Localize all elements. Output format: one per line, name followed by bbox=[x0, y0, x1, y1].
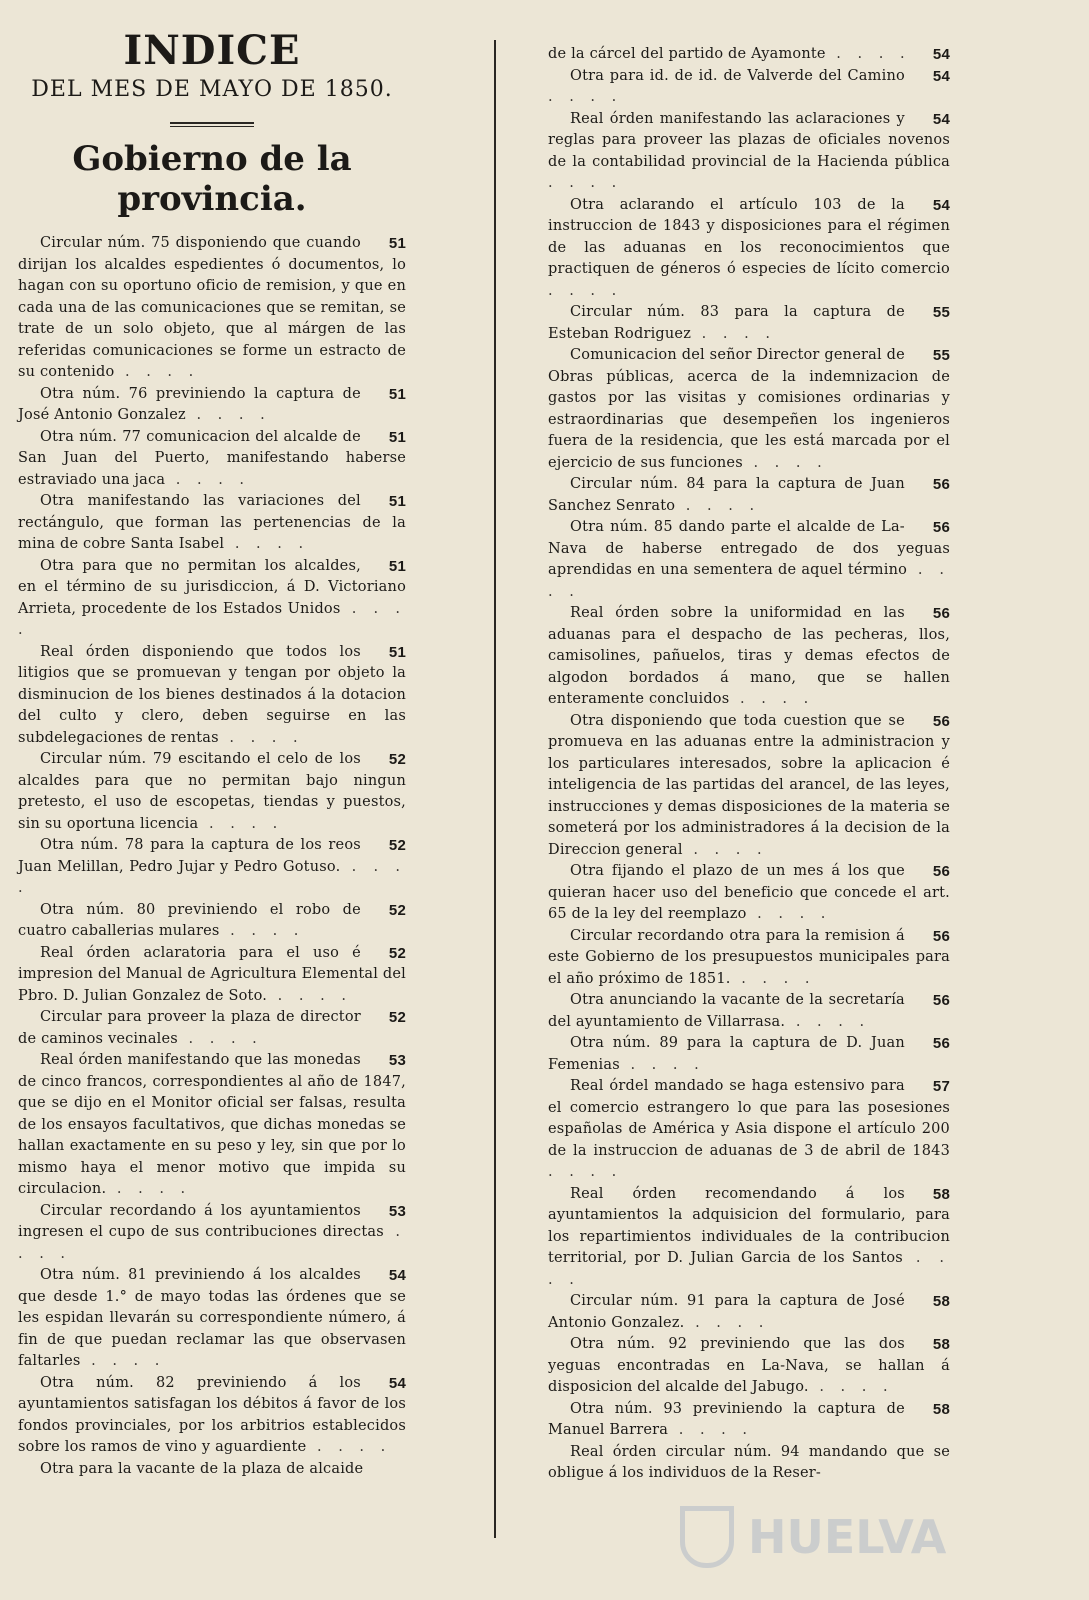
entry-text: Circular núm. 83 para la captura de Esteban Rodriguez bbox=[548, 304, 905, 342]
entry-text: Otra núm. 85 dando parte el alcalde de La-Nava de haberse entregado de dos yeguas aprendidas en una sementera de aquel término bbox=[548, 519, 950, 578]
leader-dots: . . . . bbox=[177, 1030, 263, 1047]
entry-page-number: 52 bbox=[388, 944, 406, 962]
index-entry bbox=[18, 233, 406, 384]
index-entry bbox=[18, 556, 406, 642]
entry-page-number: 55 bbox=[932, 304, 950, 321]
entry-text: Real órden aclaratoria para el uso é impresion del Manual de Agricultura Elemental del Pbro. D. Julian Gonzalez de Soto. bbox=[18, 944, 406, 1004]
entry-text: Otra aclarando el artículo 103 de la instruccion de 1843 y disposiciones para el régimen de las aduanas en los reconocimientos que practiquen de géneros ó especies de lícito comercio bbox=[548, 196, 950, 277]
leader-dots: . . . . bbox=[729, 691, 815, 707]
leader-dots: . . . . bbox=[548, 282, 623, 299]
entry-text: Circular núm. 79 escitando el celo de los alcaldes para que no permitan bajo ningun pretesto, el uso de escopetas, tiendas y puestos, sin su oportuna licencia bbox=[18, 751, 406, 832]
index-entry bbox=[548, 1442, 950, 1485]
index-entry bbox=[548, 711, 950, 862]
entry-page-number: 58 bbox=[932, 1400, 950, 1418]
index-entry bbox=[18, 384, 406, 427]
column-divider bbox=[494, 40, 496, 1538]
entry-page-number: 52 bbox=[388, 1009, 406, 1026]
leader-dots: . . . . bbox=[691, 325, 776, 342]
entry-page-number: 51 bbox=[388, 235, 406, 252]
entry-text: Otra para la vacante de la plaza de alcaide bbox=[40, 1460, 364, 1477]
entry-page-number: 51 bbox=[388, 557, 406, 575]
index-entry bbox=[18, 1007, 406, 1050]
index-entry bbox=[548, 66, 950, 109]
leader-dots: . . . . bbox=[218, 729, 304, 746]
leader-dots: . . . . bbox=[198, 815, 284, 832]
leader-dots: . . . . bbox=[219, 923, 305, 939]
entry-page-number: 51 bbox=[388, 643, 406, 661]
entry-page-number: 53 bbox=[388, 1052, 406, 1069]
entry-page-number: 51 bbox=[388, 493, 406, 510]
entry-text: Otra para id. de id. de Valverde del Camino bbox=[570, 67, 905, 84]
entry-text: Otra núm. 77 comunicacion del alcalde de San Juan del Puerto, manifestando haberse estraviado una jaca bbox=[18, 428, 406, 488]
entry-page-number: 56 bbox=[932, 519, 950, 536]
leader-dots: . . . . bbox=[684, 1314, 770, 1331]
section-title: Gobierno de la provincia. bbox=[72, 139, 352, 219]
entry-text: Otra manifestando las variaciones del rectángulo, que forman las pertenencias de la mina de cobre Santa Isabel bbox=[18, 493, 406, 552]
index-entry bbox=[18, 749, 406, 835]
entry-page-number: 51 bbox=[388, 428, 406, 446]
leader-dots: . . . . bbox=[746, 906, 832, 922]
index-entry bbox=[18, 1459, 406, 1481]
entry-page-number: 54 bbox=[388, 1374, 406, 1392]
index-entry bbox=[18, 427, 406, 492]
leader-dots: . . . . bbox=[675, 497, 761, 514]
leader-dots: . . . . bbox=[548, 1250, 951, 1288]
entry-text: Circular núm. 75 disponiendo que cuando dirijan los alcaldes espedientes ó documentos, lo hagan con su oportuno oficio de remision, y que en cada una de las comunicaciones que se remitan, se trate de un solo objeto, que al márgen de las referidas comunicaciones se forme un estracto de su contenido bbox=[18, 235, 406, 380]
entry-text: Otra disponiendo que toda cuestion que se promueva en las aduanas entre la administracion y los particulares interesados, sobre la aplicacion é inteligencia de las partidas del arancel, de las leyes, instrucciones y demas disposiciones de la materia se someterá por los administradores á la decision de la Direccion general bbox=[548, 712, 950, 858]
entry-page-number: 56 bbox=[932, 927, 950, 945]
index-entry bbox=[548, 345, 950, 474]
index-entry bbox=[18, 1265, 406, 1373]
index-entry bbox=[548, 517, 950, 603]
index-entry bbox=[548, 1291, 950, 1334]
watermark-text: HUELVA bbox=[748, 1510, 947, 1564]
entry-page-number: 56 bbox=[932, 712, 950, 730]
shield-icon bbox=[680, 1506, 734, 1568]
leader-dots: . . . . bbox=[730, 970, 816, 987]
leader-dots: . . . . bbox=[224, 536, 310, 552]
entry-page-number: 56 bbox=[932, 863, 950, 880]
entry-text: Real órden disponiendo que todos los litigios que se promuevan y tengan por objeto la disminucion de los bienes destinados á la dotacion del culto y clero, deben seguirse en las subdelegaciones de rentas bbox=[18, 643, 406, 746]
right-column bbox=[548, 44, 950, 1485]
leader-dots: . . . . bbox=[668, 1422, 753, 1438]
watermark-stamp bbox=[680, 1500, 990, 1574]
entry-text: Otra núm. 93 previniendo la captura de Manuel Barrera bbox=[548, 1400, 905, 1438]
entry-page-number: 54 bbox=[932, 196, 950, 214]
index-entry bbox=[548, 44, 950, 66]
entry-text: Otra núm. 92 previniendo que las dos yeguas encontradas en La-Nava, se hallan á disposicion del alcalde del Jabugo. bbox=[548, 1336, 950, 1395]
entry-page-number: 56 bbox=[932, 605, 950, 622]
leader-dots: . . . . bbox=[548, 1164, 623, 1180]
index-entry bbox=[548, 990, 950, 1033]
index-entry bbox=[18, 943, 406, 1008]
index-entry bbox=[548, 1076, 950, 1184]
right-entries-list bbox=[548, 44, 950, 1485]
left-entries-list bbox=[18, 233, 406, 1480]
entry-text: Otra para que no permitan los alcaldes, en el término de su jurisdiccion, á D. Victoriano Arrieta, procedente de los Estados Unidos bbox=[18, 557, 406, 617]
index-entry bbox=[18, 1373, 406, 1459]
entry-text: Otra núm. 80 previniendo el robo de cuatro caballerias mulares bbox=[18, 901, 361, 939]
index-entry bbox=[548, 302, 950, 345]
entry-text: Otra núm. 78 para la captura de los reos Juan Melillan, Pedro Jujar y Pedro Gotuso. bbox=[18, 837, 361, 875]
entry-page-number: 56 bbox=[932, 476, 950, 493]
entry-page-number: 56 bbox=[932, 1035, 950, 1052]
entry-text: Otra anunciando la vacante de la secretaría del ayuntamiento de Villarrasa. bbox=[548, 992, 905, 1030]
index-title: INDICE bbox=[123, 27, 301, 74]
entry-text: Otra núm. 76 previniendo la captura de José Antonio Gonzalez bbox=[18, 385, 361, 423]
leader-dots: . . . . bbox=[306, 1439, 392, 1455]
index-entry bbox=[548, 861, 950, 926]
entry-text: Circular núm. 91 para la captura de José Antonio Gonzalez. bbox=[548, 1293, 905, 1331]
leader-dots: . . . . bbox=[742, 454, 828, 471]
entry-page-number: 58 bbox=[932, 1336, 950, 1353]
entry-text: Otra fijando el plazo de un mes á los que quieran hacer uso del beneficio que concede el art. 65 de la ley del reemplazo bbox=[548, 863, 950, 922]
leader-dots: . . . . bbox=[106, 1181, 192, 1197]
index-subtitle: DEL MES DE MAYO DE 1850. bbox=[31, 77, 393, 102]
entry-page-number: 51 bbox=[388, 385, 406, 403]
leader-dots: . . . . bbox=[548, 175, 623, 191]
leader-dots: . . . . bbox=[114, 364, 200, 380]
index-entry bbox=[548, 474, 950, 517]
leader-dots: . . . . bbox=[682, 841, 768, 858]
entry-text: Otra núm. 81 previniendo á los alcaldes que desde 1.° de mayo todas las órdenes que se les espidan llevarán su correspondiente número, á fin de que puedan reclamar las que observasen faltarles bbox=[18, 1267, 406, 1369]
entry-text: Otra núm. 89 para la captura de D. Juan Femenias bbox=[548, 1035, 905, 1073]
leader-dots: . . . . bbox=[267, 987, 352, 1004]
entry-page-number: 52 bbox=[388, 901, 406, 919]
leader-dots: . . . . bbox=[165, 471, 251, 488]
entry-text: Real órdel mandado se haga estensivo para el comercio estrangero lo que para las posesiones españolas de América y Asia dispone el artículo 200 de la instruccion de aduanas de 3 de abril de 1843 bbox=[548, 1078, 950, 1159]
entry-page-number: 55 bbox=[932, 347, 950, 364]
entry-page-number: 54 bbox=[388, 1267, 406, 1284]
leader-dots: . . . . bbox=[548, 89, 623, 105]
index-entry bbox=[548, 603, 950, 711]
index-entry bbox=[18, 835, 406, 900]
index-entry bbox=[18, 1050, 406, 1201]
entry-page-number: 54 bbox=[932, 46, 950, 63]
leader-dots: . . . . bbox=[548, 562, 950, 600]
entry-text: Circular recordando á los ayuntamientos ingresen el cupo de sus contribuciones directas bbox=[18, 1202, 384, 1240]
index-entry bbox=[548, 195, 950, 303]
index-entry bbox=[548, 1033, 950, 1076]
index-entry bbox=[548, 1334, 950, 1399]
entry-page-number: 56 bbox=[932, 992, 950, 1009]
leader-dots: . . . . bbox=[18, 1224, 407, 1262]
entry-page-number: 52 bbox=[388, 751, 406, 768]
entry-text: de la cárcel del partido de Ayamonte bbox=[548, 46, 826, 62]
entry-text: Comunicacion del señor Director general de Obras públicas, acerca de la indemnizacion de gastos por las visitas y comisiones ordinarias y estraordinarias que desempeñen los ingenieros fuera de la residencia, que les está marcada por el ejercicio de sus funciones bbox=[548, 347, 950, 471]
entry-text: Real órden recomendando á los ayuntamientos la adquisicion del formulario, para los repartimientos individuales de la contribucion territorial, por D. Julian Garcia de los Santos bbox=[548, 1185, 950, 1266]
entry-text: Circular para proveer la plaza de director de caminos vecinales bbox=[18, 1009, 361, 1047]
entry-text: Circular recordando otra para la remision á este Gobierno de los presupuestos municipales para el año próximo de 1851. bbox=[548, 927, 950, 987]
index-entry bbox=[548, 1184, 950, 1292]
entry-text: Real órden sobre la uniformidad en las aduanas para el despacho de las pecheras, llos, camisolines, pañuelos, tiras y demas efectos de algodon bordados á mano, que se hallen enteramente concluidos bbox=[548, 605, 950, 707]
leader-dots: . . . . bbox=[18, 858, 406, 896]
entry-page-number: 54 bbox=[932, 67, 950, 85]
index-entry bbox=[548, 926, 950, 991]
leader-dots: . . . . bbox=[619, 1056, 705, 1073]
entry-page-number: 58 bbox=[932, 1293, 950, 1310]
entry-text: Real órden manifestando que las monedas de cinco francos, correspondientes al año de 1847, que se dijo en el Monitor oficial ser falsas, resulta de los ensayos facultativos, que dichas monedas se hallan exactamente en su peso y ley, sin que por lo mismo haya el menor motivo que impida su circulacion. bbox=[18, 1052, 406, 1197]
entry-text: Circular núm. 84 para la captura de Juan Sanchez Senrato bbox=[548, 476, 905, 514]
index-entry bbox=[18, 642, 406, 750]
entry-page-number: 52 bbox=[388, 837, 406, 854]
entry-page-number: 54 bbox=[932, 110, 950, 128]
index-entry bbox=[18, 900, 406, 943]
entry-page-number: 57 bbox=[932, 1078, 950, 1095]
leader-dots: . . . . bbox=[785, 1013, 871, 1030]
entry-text: Otra núm. 82 previniendo á los ayuntamientos satisfagan los débitos á favor de los fondos provinciales, por los arbitrios establecidos sobre los ramos de vino y aguardiente bbox=[18, 1374, 406, 1455]
leader-dots: . . . . bbox=[18, 600, 407, 638]
index-entry bbox=[18, 491, 406, 556]
leader-dots: . . . . bbox=[825, 46, 911, 62]
leader-dots: . . . . bbox=[808, 1379, 894, 1395]
leader-dots: . . . . bbox=[80, 1353, 166, 1369]
index-entry bbox=[548, 1399, 950, 1442]
entry-page-number: 58 bbox=[932, 1185, 950, 1203]
index-entry bbox=[548, 109, 950, 195]
entry-page-number: 53 bbox=[388, 1202, 406, 1220]
left-column bbox=[18, 28, 406, 1480]
ornamental-rule bbox=[170, 122, 254, 127]
index-entry bbox=[18, 1201, 406, 1266]
entry-text: Real órden manifestando las aclaraciones y reglas para proveer las plazas de oficiales novenos de la contabilidad provincial de la Hacienda pública bbox=[548, 110, 950, 170]
leader-dots: . . . . bbox=[185, 407, 271, 423]
entry-text: Real órden circular núm. 94 mandando que se obligue á los individuos de la Reser- bbox=[548, 1443, 950, 1481]
